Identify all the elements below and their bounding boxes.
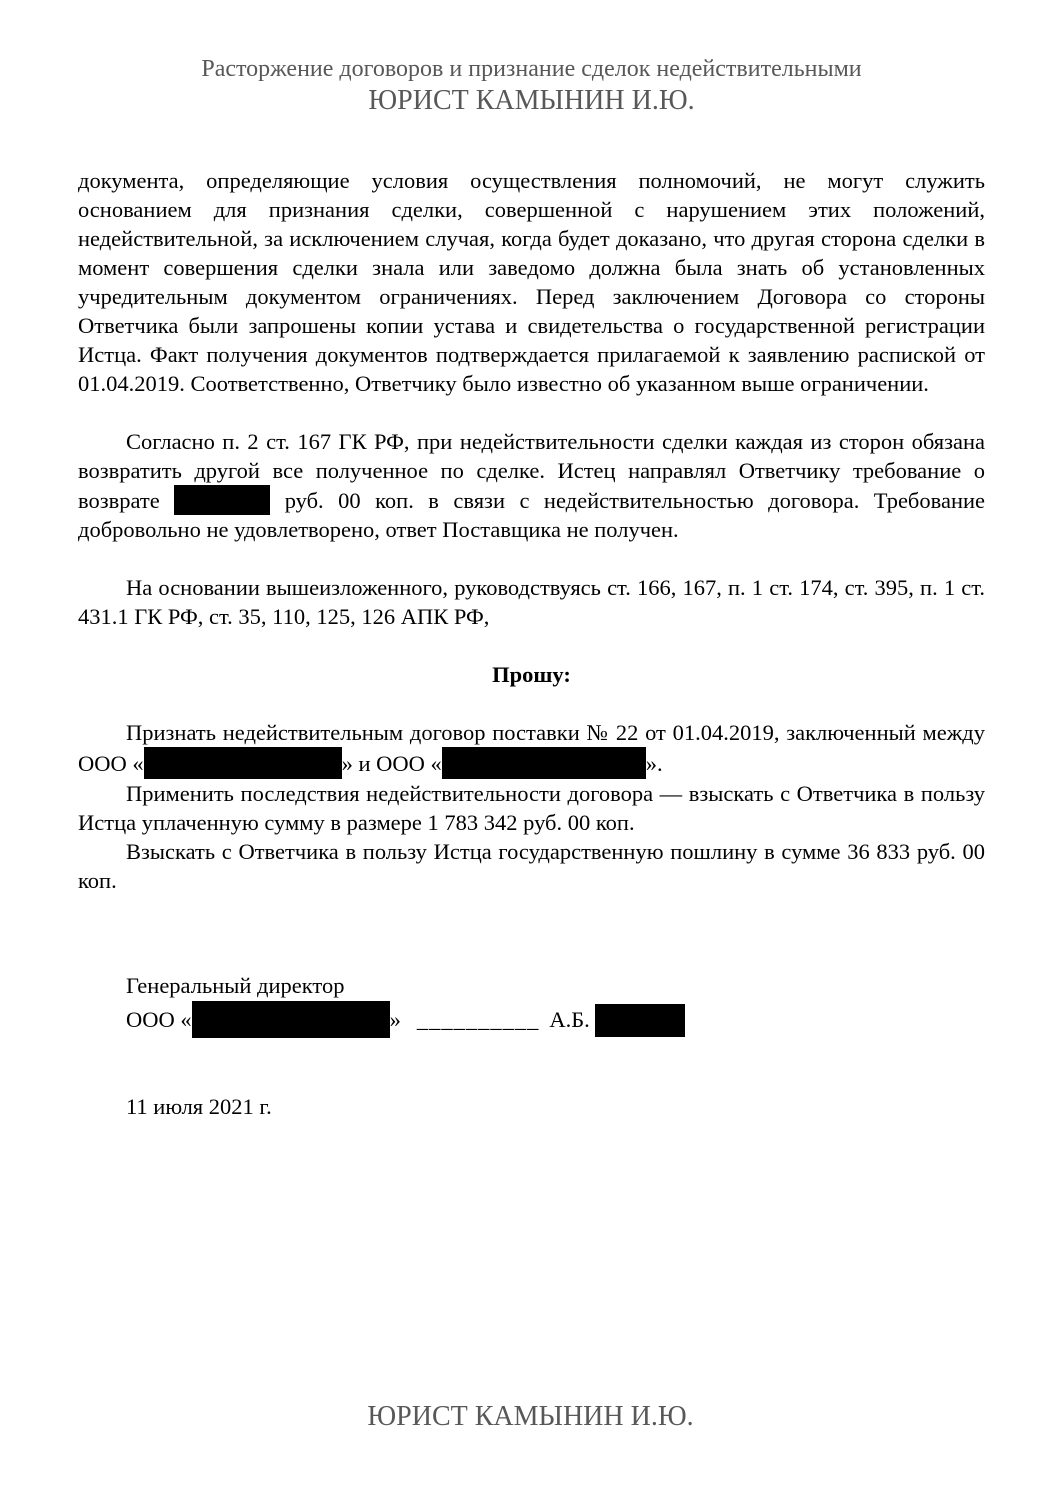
request-heading: Прошу: xyxy=(492,662,571,687)
redaction-box xyxy=(442,747,646,779)
paragraph-text: ». xyxy=(645,751,663,776)
paragraph-claim-basis xyxy=(78,427,985,544)
paragraph-request-2: Применить последствия недействительности договора — взыскать с Ответчика в пользу Истца уплаченную сумму в размере 1 783 342 руб. 00 коп. xyxy=(78,781,985,835)
redaction-box xyxy=(174,485,270,515)
paragraph-legal-grounds: На основании вышеизложенного, руководствуясь ст. 166, 167, п. 1 ст. 174, ст. 395, п. 1 ст. 431.1 ГК РФ, ст. 35, 110, 125, 126 АПК РФ, xyxy=(78,575,985,629)
document-header-line1: Расторжение договоров и признание сделок недействительными xyxy=(201,56,862,82)
document-footer: ЮРИСТ КАМЫНИН И.Ю. xyxy=(367,1401,694,1432)
paragraph-text: Согласно п. 2 ст. 167 ГК РФ, при недействительности сделки каждая из сторон обязана возвратить другой все полученное по сделке. Истец направлял Ответчику требование о возврате xyxy=(78,429,985,513)
paragraph-text: руб. 00 коп. в связи с недействительностью договора. Требование добровольно не удовлетворено, ответ Поставщика не получен. xyxy=(78,488,986,542)
document-date: 11 июля 2021 г. xyxy=(126,1094,272,1119)
signature-line: __________ xyxy=(416,1007,540,1032)
document-body xyxy=(78,166,985,895)
document-header-line2: ЮРИСТ КАМЫНИН И.Ю. xyxy=(368,85,695,116)
paragraph-text: » и ООО « xyxy=(341,751,442,776)
signature-block xyxy=(78,971,985,1040)
signature-row xyxy=(78,1000,985,1040)
paragraph-text: Признать недействительным договор поставки № 22 от 01.04.2019, заключенный между ООО « xyxy=(78,720,985,776)
paragraph-request-3: Взыскать с Ответчика в пользу Истца государственную пошлину в сумме 36 833 руб. 00 коп. xyxy=(78,839,985,893)
signatory-title: Генеральный директор xyxy=(126,973,345,998)
redaction-box xyxy=(595,1004,685,1037)
signature-org-text: ООО « xyxy=(126,1007,192,1032)
redaction-box xyxy=(144,747,342,779)
redaction-box xyxy=(192,1001,390,1038)
paragraph-request-1 xyxy=(78,718,985,779)
signature-org-text: » xyxy=(389,1007,401,1032)
paragraph-continuation: документа, определяющие условия осуществления полномочий, не могут служить основанием для признания сделки, совершенной с нарушением этих положений, недействительной, за исключением случая, когда будет доказано, что другая сторона сделки в момент совершения сделки знала или заведомо должна была знать об установленных учредительным документом ограничениях. Перед заключением Договора со стороны Ответчика были запрошены копии устава и свидетельства о государственной регистрации Истца. Факт получения документов подтверждается прилагаемой к заявлению распиской от 01.04.2019. Соответственно, Ответчику было известно об указанном выше ограничении. xyxy=(78,168,985,396)
signatory-initials: А.Б. xyxy=(549,1007,590,1032)
